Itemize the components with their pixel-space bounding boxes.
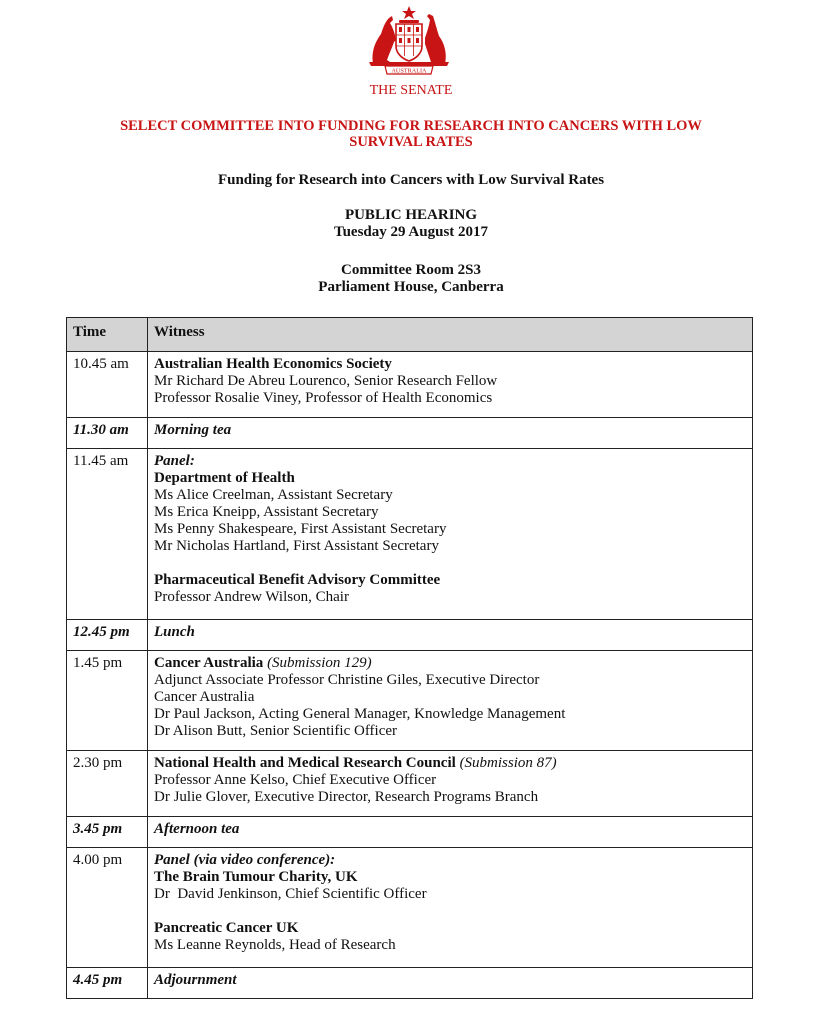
- inquiry-title: Funding for Research into Cancers with Low Survival Rates: [217, 172, 605, 188]
- venue-room: Committee Room 2S3: [341, 262, 481, 278]
- table-row: [67, 651, 753, 751]
- hearing-type: PUBLIC HEARING: [344, 207, 478, 223]
- time-cell: 10.45 am: [67, 352, 148, 418]
- committee-title-line1: SELECT COMMITTEE INTO FUNDING FOR RESEARCH INTO CANCERS WITH LOW: [120, 118, 702, 134]
- table-row-break: [67, 620, 753, 651]
- witness-name: Mr Richard De Abreu Lourenco, Senior Research Fellow: [154, 373, 498, 389]
- table-row: [67, 751, 753, 817]
- table-header-row: [67, 318, 753, 352]
- hearing-date: Tuesday 29 August 2017: [333, 224, 489, 240]
- break-label: Adjournment: [148, 968, 753, 999]
- committee-title-line2: SURVIVAL RATES: [349, 134, 473, 150]
- time-cell: 11.45 am: [67, 449, 148, 620]
- organisation-name: Pharmaceutical Benefit Advisory Committee: [154, 572, 441, 588]
- witness-name: Professor Rosalie Viney, Professor of Health Economics: [154, 390, 493, 406]
- witness-name: Ms Penny Shakespeare, First Assistant Secretary: [154, 521, 447, 537]
- break-label: Afternoon tea: [148, 817, 753, 848]
- table-row: [67, 848, 753, 968]
- witness-name: Ms Leanne Reynolds, Head of Research: [154, 937, 396, 953]
- organisation-line: [154, 755, 746, 772]
- organisation-name: Department of Health: [154, 470, 295, 486]
- witness-cell: [148, 449, 753, 620]
- submission-ref: (Submission 87): [459, 755, 557, 771]
- crest-banner-text: AUSTRALIA: [391, 67, 427, 75]
- committee-title: [60, 118, 762, 150]
- spacer: [154, 555, 746, 572]
- time-cell: 3.45 pm: [67, 817, 148, 848]
- witness-cell: [148, 352, 753, 418]
- panel-label: Panel (via video conference):: [154, 852, 336, 868]
- organisation-name: Pancreatic Cancer UK: [154, 920, 299, 936]
- witness-name: Professor Andrew Wilson, Chair: [154, 589, 349, 605]
- time-cell: 12.45 pm: [67, 620, 148, 651]
- submission-ref: (Submission 129): [267, 655, 372, 671]
- witness-name: Ms Alice Creelman, Assistant Secretary: [154, 487, 393, 503]
- organisation-line: [154, 655, 746, 672]
- organisation-name: Cancer Australia: [154, 655, 264, 671]
- break-label: Lunch: [148, 620, 753, 651]
- time-cell: 4.45 pm: [67, 968, 148, 999]
- witness-name: Ms Erica Kneipp, Assistant Secretary: [154, 504, 379, 520]
- table-row-break: [67, 968, 753, 999]
- venue-location: Parliament House, Canberra: [318, 279, 504, 295]
- witness-cell: [148, 751, 753, 817]
- col-header-witness: Witness: [148, 318, 753, 352]
- organisation-name: Australian Health Economics Society: [154, 356, 392, 372]
- witness-name: Dr David Jenkinson, Chief Scientific Officer: [154, 886, 427, 902]
- panel-label: Panel:: [154, 453, 195, 469]
- time-cell: 4.00 pm: [67, 848, 148, 968]
- chamber-title: THE SENATE: [369, 83, 453, 98]
- organisation-name: National Health and Medical Research Council: [154, 755, 456, 771]
- time-cell: 2.30 pm: [67, 751, 148, 817]
- hearing-block: [0, 207, 822, 241]
- table-row: [67, 449, 753, 620]
- time-cell: 11.30 am: [67, 418, 148, 449]
- witness-cell: [148, 848, 753, 968]
- organisation-name: The Brain Tumour Charity, UK: [154, 869, 358, 885]
- witness-cell: [148, 651, 753, 751]
- witness-name: Dr Alison Butt, Senior Scientific Officer: [154, 723, 398, 739]
- table-row-break: [67, 418, 753, 449]
- table-row: [67, 352, 753, 418]
- col-header-time: Time: [67, 318, 148, 352]
- spacer: [154, 903, 746, 920]
- venue-block: [0, 262, 822, 296]
- witness-name: Dr Julie Glover, Executive Director, Research Programs Branch: [154, 789, 539, 805]
- break-label: Morning tea: [148, 418, 753, 449]
- witness-name: Dr Paul Jackson, Acting General Manager, Knowledge Management: [154, 706, 566, 722]
- witness-name: Adjunct Associate Professor Christine Giles, Executive Director: [154, 672, 540, 688]
- coat-of-arms-icon: [363, 4, 455, 76]
- witness-name: Mr Nicholas Hartland, First Assistant Secretary: [154, 538, 439, 554]
- table-row-break: [67, 817, 753, 848]
- time-cell: 1.45 pm: [67, 651, 148, 751]
- hearing-program-table: [66, 317, 753, 999]
- witness-name-continued: Cancer Australia: [154, 689, 255, 705]
- witness-name: Professor Anne Kelso, Chief Executive Officer: [154, 772, 437, 788]
